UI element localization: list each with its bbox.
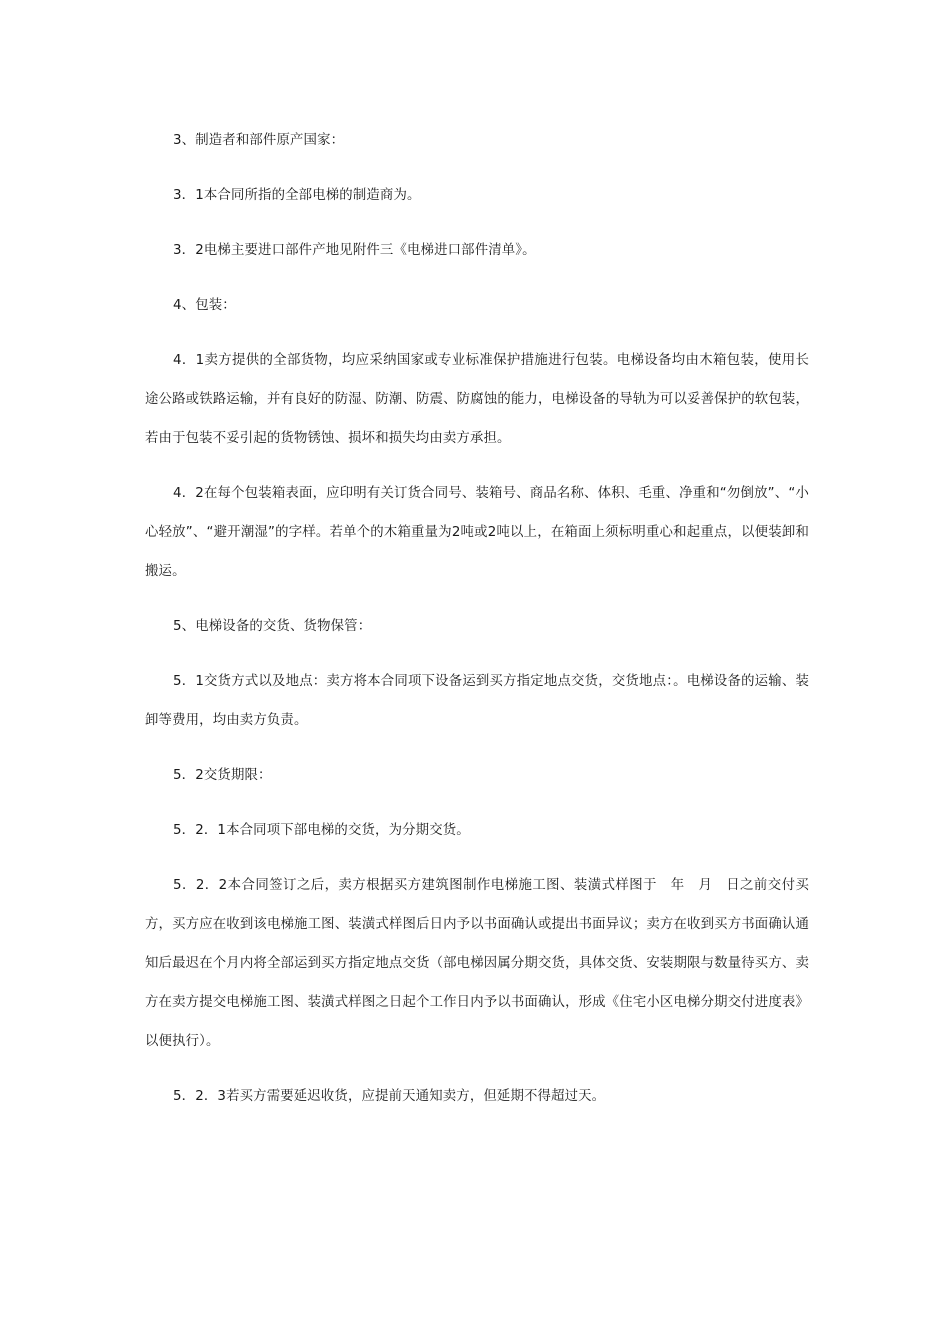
clause-5-2: 5．2交货期限： xyxy=(173,768,272,783)
clause-3-1: 3．1本合同所指的全部电梯的制造商为。 xyxy=(173,188,421,203)
clause-5-2-3: 5．2．3若买方需要延迟收货，应提前天通知卖方，但延期不得超过天。 xyxy=(173,1089,606,1104)
document-body xyxy=(145,121,809,1116)
heading-packaging: 4、包装： xyxy=(173,298,236,313)
clause-5-2-1: 5．2．1本合同项下部电梯的交货，为分期交货。 xyxy=(173,823,470,838)
heading-manufacturer-origin: 3、制造者和部件原产国家： xyxy=(173,133,345,148)
clause-3-2: 3．2电梯主要进口部件产地见附件三《电梯进口部件清单》。 xyxy=(173,243,536,258)
heading-delivery-storage: 5、电梯设备的交货、货物保管： xyxy=(173,619,372,634)
clause-5-2-2: 5．2．2本合同签订之后，卖方根据买方建筑图制作电梯施工图、装潢式样图于 年 月 日之前交付买方，买方应在收到该电梯施工图、装潢式样图后日内予以书面确认或提出书面异议；卖方在收到买方书面确认通知后最迟在个月内将全部运到买方指定地点交货（部电梯因属分期交货，具体交货、安装期限与数量待买方、卖方在卖方提交电梯施工图、装潢式样图之日起个工作日内予以书面确认，形成《住宅小区电梯分期交付进度表》以便执行）。 xyxy=(145,878,809,1049)
clause-5-1: 5．1交货方式以及地点：卖方将本合同项下设备运到买方指定地点交货，交货地点：。电梯设备的运输、装卸等费用，均由卖方负责。 xyxy=(145,674,809,728)
clause-4-2: 4．2在每个包装箱表面，应印明有关订货合同号、装箱号、商品名称、体积、毛重、净重和“勿倒放”、“小心轻放”、“避开潮湿”的字样。若单个的木箱重量为2吨或2吨以上，在箱面上须标明重心和起重点，以便装卸和搬运。 xyxy=(145,486,809,579)
clause-4-1: 4．1卖方提供的全部货物，均应采纳国家或专业标准保护措施进行包装。电梯设备均由木箱包装，使用长途公路或铁路运输，并有良好的防湿、防潮、防震、防腐蚀的能力，电梯设备的导轨为可以妥善保护的软包装，若由于包装不妥引起的货物锈蚀、损坏和损失均由卖方承担。 xyxy=(145,353,809,446)
